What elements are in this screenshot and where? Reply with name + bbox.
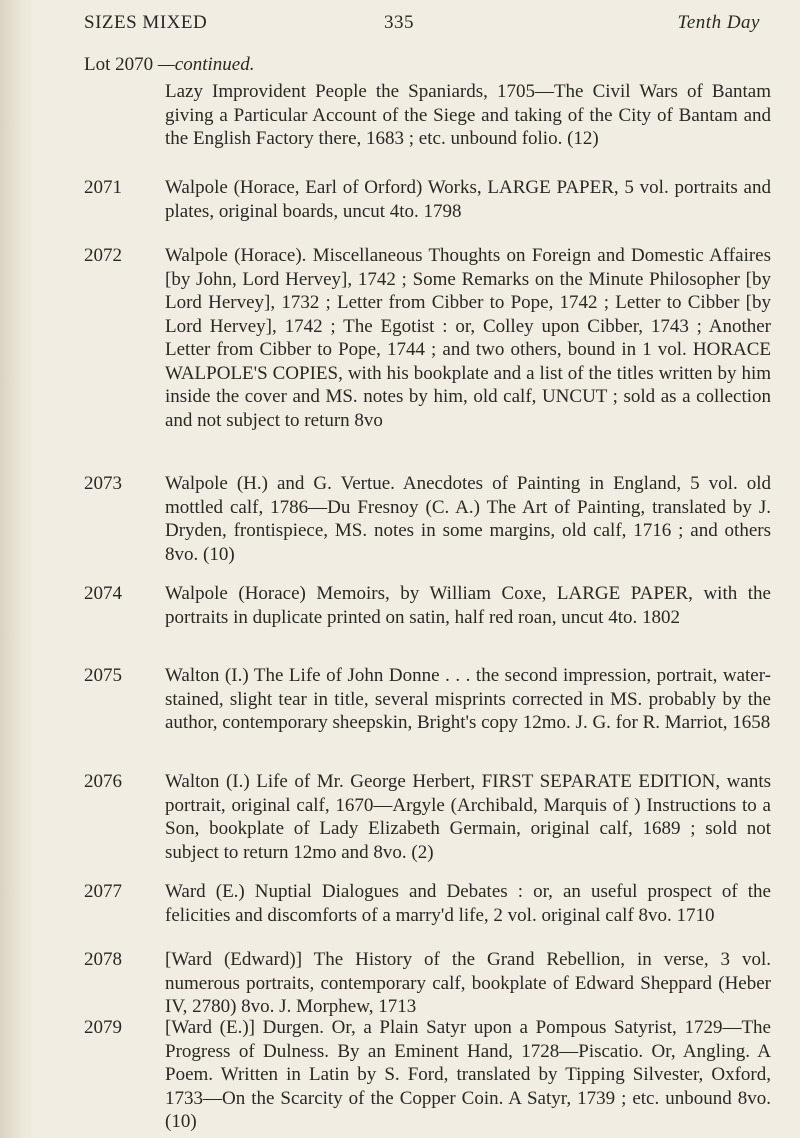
lot-continued-suffix: —continued. [157, 54, 255, 75]
lot-description: Ward (E.) Nuptial Dialogues and Debates : or, an useful prospect of the felicities and discomforts of a marry'd life, 2 vol. original calf 8vo. 1710 [165, 881, 771, 926]
lot-description: Walpole (H.) and G. Vertue. Anecdotes of Painting in England, 5 vol. old mottled calf, 1786—Du Fresnoy (C. A.) The Art of Painting, translated by J. Dryden, frontispiece, MS. notes in some margins, old calf, 1716 ; and others 8vo. (10) [165, 473, 771, 565]
lot-description: [Ward (Edward)] The History of the Grand Rebellion, in verse, 3 vol. numerous portraits, contemporary calf, bookplate of Edward Sheppard (Heber IV, 2780) 8vo. J. Morphew, 1713 [165, 949, 771, 1017]
lot-description: Walton (I.) The Life of John Donne . . . the second impression, portrait, water-stained, slight tear in title, several misprints corrected in MS. probably by the author, contemporary sheepskin, Bright's copy 12mo. J. G. for R. Marriot, 1658 [165, 665, 771, 733]
page-number: 335 [384, 12, 414, 33]
lot-number: 2075 [84, 665, 122, 686]
lot-number: 2077 [84, 881, 122, 902]
lot-description: Walpole (Horace, Earl of Orford) Works, LARGE PAPER, 5 vol. portraits and plates, original boards, uncut 4to. 1798 [165, 177, 771, 222]
lot-continued-label: Lot 2070 [84, 54, 154, 75]
lot-description: Walpole (Horace) Memoirs, by William Coxe, LARGE PAPER, with the portraits in duplicate printed on satin, half red roan, uncut 4to. 1802 [165, 583, 771, 628]
header-day: Tenth Day [677, 12, 760, 33]
running-header [84, 12, 770, 42]
lot-number: 2074 [84, 583, 122, 604]
lot-description: Walton (I.) Life of Mr. George Herbert, FIRST SEPARATE EDITION, wants portrait, original calf, 1670—Argyle (Archibald, Marquis of ) Instructions to a Son, bookplate of Lady Elizabeth Germain, original calf, 1689 ; sold not subject to return 12mo and 8vo. (2) [165, 771, 771, 863]
lot-number: 2073 [84, 473, 122, 494]
lot-number: 2072 [84, 245, 122, 266]
lot-number: 2079 [84, 1017, 122, 1038]
lot-number: 2071 [84, 177, 122, 198]
page-gutter-shadow [0, 0, 36, 1138]
lot-continued [84, 54, 254, 76]
lot-description: [Ward (E.)] Durgen. Or, a Plain Satyr upon a Pompous Satyrist, 1729—The Progress of Dulness. By an Eminent Hand, 1728—Piscatio. Or, Angling. A Poem. Written in Latin by S. Ford, translated by Tipping Silvester, Oxford, 1733—On the Scarcity of the Copper Coin. A Satyr, 1739 ; etc. unbound 8vo. (10) [165, 1017, 771, 1132]
lot-description: Lazy Improvident People the Spaniards, 1705—The Civil Wars of Bantam giving a Particular Account of the Siege and taking of the City of Bantam and the English Factory there, 1683 ; etc. unbound folio. (12) [165, 81, 771, 149]
header-sizes: SIZES MIXED [84, 12, 208, 33]
lot-description: Walpole (Horace). Miscellaneous Thoughts on Foreign and Domestic Affaires [by John, Lord Hervey], 1742 ; Some Remarks on the Minute Philosopher [by Lord Hervey], 1732 ; Letter from Cibber to Pope, 1742 ; Letter to Cibber [by Lord Hervey], 1742 ; The Egotist : or, Colley upon Cibber, 1743 ; Another Letter from Cibber to Pope, 1744 ; and two others, bound in 1 vol. HORACE WALPOLE'S COPIES, with his bookplate and a list of the titles written by him inside the cover and MS. notes by him, old calf, UNCUT ; sold as a collection and not subject to return 8vo [165, 245, 771, 431]
lot-number: 2076 [84, 771, 122, 792]
lot-number: 2078 [84, 949, 122, 970]
